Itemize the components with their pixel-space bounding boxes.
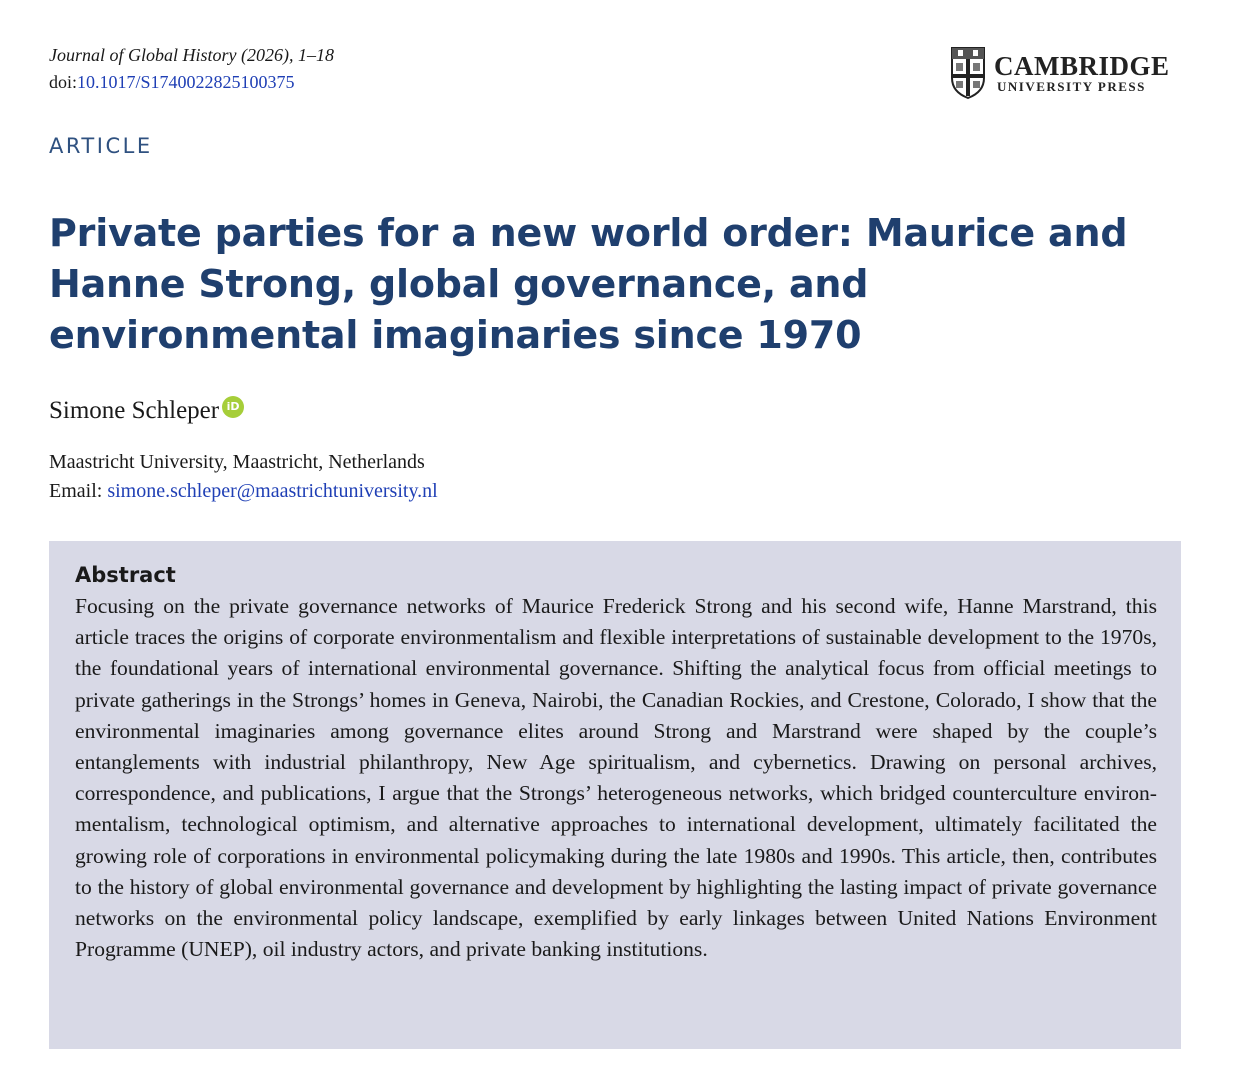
article-title: Private parties for a new world order: Maurice and Hanne Strong, global governance, and environmental imaginaries since 1970	[49, 211, 1128, 357]
journal-citation: Journal of Global History (2026), 1–18	[49, 45, 334, 65]
email-label: Email:	[49, 480, 103, 502]
shield-crest-icon	[950, 46, 986, 100]
publisher-sub: UNIVERSITY PRESS	[997, 79, 1146, 94]
author-line	[49, 396, 244, 426]
doi-prefix: doi:	[49, 72, 78, 92]
doi-link[interactable]: 10.1017/S1740022825100375	[77, 72, 295, 92]
publisher-name: CAMBRIDGE	[994, 51, 1170, 81]
abstract-text: Focusing on the private governance networks of Maurice Frederick Strong and his second wife, Hanne Marstrand, this article traces the origins of corporate environmentalism and flexible interpretations of sustainable development to the 1970s, the foundational years of international environmental governance. Shifting the analytical focus from official meetings to private gatherings in the Strongs’ homes in Geneva, Nairobi, the Canadian Rockies, and Crestone, Colorado, I show that the environmental imaginaries among governance elites around Strong and Marstrand were shaped by the couple’s entanglements with industrial philanthropy, New Age spiritualism, and cybernetics. Drawing on personal archives, correspondence, and publications, I argue that the Strongs’ heterogeneous networks, which bridged counterculture environmentalism, technological optimism, and alternative approaches to international development, ultimately facilitated the growing role of corporations in environmental policymaking during the late 1980s and 1990s. This article, then, contributes to the history of global environmental governance and development by highlighting the lasting impact of private governance networks on the environmental policy landscape, exemplified by early linkages between United Nations Environment Programme (UNEP), oil industry actors, and private banking institutions.	[75, 594, 1157, 962]
doi-line	[49, 71, 295, 93]
author-name[interactable]: Simone Schleper	[49, 397, 220, 424]
affiliation: Maastricht University, Maastricht, Netherlands	[49, 451, 425, 473]
publisher-logo	[950, 46, 1170, 100]
abstract-heading: Abstract	[75, 563, 176, 587]
email-link[interactable]: simone.schleper@maastrichtuniversity.nl	[107, 480, 438, 502]
email-line	[49, 479, 438, 503]
orcid-icon[interactable]: iD	[222, 396, 244, 418]
article-type-label: ARTICLE	[49, 134, 153, 158]
abstract-box	[49, 541, 1181, 1049]
